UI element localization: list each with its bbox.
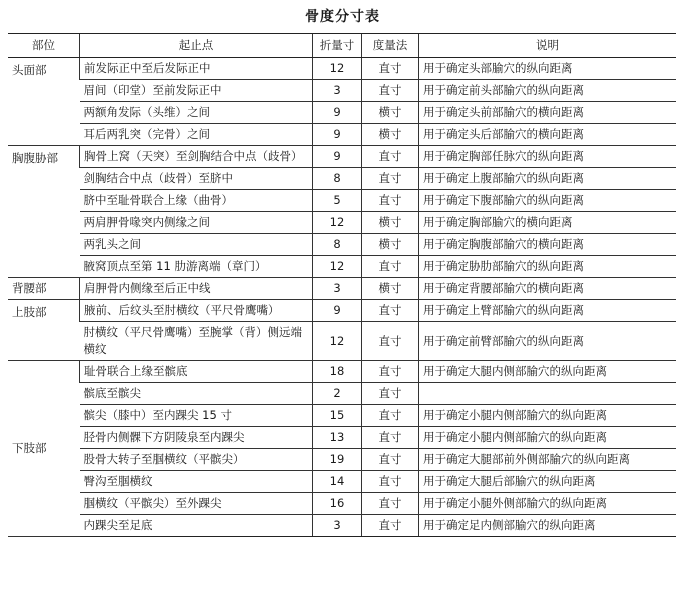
num-cell: 16 <box>313 493 362 515</box>
desc-cell: 用于确定上臂部腧穴的纵向距离 <box>419 300 677 322</box>
range-cell: 内踝尖至足底 <box>80 515 313 537</box>
table-row <box>8 278 676 300</box>
method-cell: 直寸 <box>362 361 419 383</box>
num-cell: 3 <box>313 278 362 300</box>
range-cell: 腘横纹（平髌尖）至外踝尖 <box>80 493 313 515</box>
method-cell: 直寸 <box>362 493 419 515</box>
table-row <box>8 322 676 361</box>
table-row <box>8 58 676 80</box>
header-range: 起止点 <box>80 34 313 58</box>
method-cell: 直寸 <box>362 300 419 322</box>
method-cell: 直寸 <box>362 168 419 190</box>
method-cell: 直寸 <box>362 58 419 80</box>
header-desc: 说明 <box>419 34 677 58</box>
method-cell: 横寸 <box>362 124 419 146</box>
num-cell: 5 <box>313 190 362 212</box>
range-cell: 耻骨联合上缘至髌底 <box>80 361 313 383</box>
method-cell: 直寸 <box>362 405 419 427</box>
method-cell: 直寸 <box>362 383 419 405</box>
desc-cell: 用于确定大腿后部腧穴的纵向距离 <box>419 471 677 493</box>
method-cell: 直寸 <box>362 449 419 471</box>
range-cell: 肩胛骨内侧缘至后正中线 <box>80 278 313 300</box>
num-cell: 3 <box>313 80 362 102</box>
table-row <box>8 124 676 146</box>
range-cell: 臀沟至腘横纹 <box>80 471 313 493</box>
range-cell: 前发际正中至后发际正中 <box>80 58 313 80</box>
range-cell: 两额角发际（头维）之间 <box>80 102 313 124</box>
method-cell: 直寸 <box>362 80 419 102</box>
method-cell: 直寸 <box>362 471 419 493</box>
num-cell: 12 <box>313 58 362 80</box>
table-row <box>8 212 676 234</box>
table-row <box>8 146 676 168</box>
num-cell: 13 <box>313 427 362 449</box>
desc-cell: 用于确定小腿外侧部腧穴的纵向距离 <box>419 493 677 515</box>
range-cell: 眉间（印堂）至前发际正中 <box>80 80 313 102</box>
part-cell: 背腰部 <box>8 278 80 300</box>
table-row <box>8 515 676 537</box>
desc-cell <box>419 383 677 405</box>
desc-cell: 用于确定头部腧穴的纵向距离 <box>419 58 677 80</box>
num-cell: 12 <box>313 322 362 361</box>
method-cell: 直寸 <box>362 190 419 212</box>
desc-cell: 用于确定胸部任脉穴的纵向距离 <box>419 146 677 168</box>
method-cell: 直寸 <box>362 322 419 361</box>
method-cell: 直寸 <box>362 427 419 449</box>
method-cell: 横寸 <box>362 102 419 124</box>
num-cell: 3 <box>313 515 362 537</box>
header-part: 部位 <box>8 34 80 58</box>
range-cell: 髌尖（膝中）至内踝尖 15 寸 <box>80 405 313 427</box>
method-cell: 直寸 <box>362 146 419 168</box>
part-cell: 胸腹胁部 <box>8 146 80 278</box>
num-cell: 12 <box>313 212 362 234</box>
range-cell: 耳后两乳突（完骨）之间 <box>80 124 313 146</box>
num-cell: 9 <box>313 124 362 146</box>
range-cell: 脐中至耻骨联合上缘（曲骨） <box>80 190 313 212</box>
table-row <box>8 102 676 124</box>
num-cell: 15 <box>313 405 362 427</box>
num-cell: 9 <box>313 300 362 322</box>
desc-cell: 用于确定胸部腧穴的横向距离 <box>419 212 677 234</box>
header-row <box>8 34 676 58</box>
num-cell: 8 <box>313 168 362 190</box>
table-row <box>8 427 676 449</box>
range-cell: 胫骨内侧髁下方阴陵泉至内踝尖 <box>80 427 313 449</box>
num-cell: 14 <box>313 471 362 493</box>
desc-cell: 用于确定前头部腧穴的纵向距离 <box>419 80 677 102</box>
desc-cell: 用于确定头前部腧穴的横向距离 <box>419 102 677 124</box>
desc-cell: 用于确定头后部腧穴的横向距离 <box>419 124 677 146</box>
num-cell: 19 <box>313 449 362 471</box>
range-cell: 股骨大转子至腘横纹（平髌尖） <box>80 449 313 471</box>
table-row <box>8 471 676 493</box>
table-row <box>8 168 676 190</box>
range-cell: 肘横纹（平尺骨鹰嘴）至腕掌（背）侧远端横纹 <box>80 322 313 361</box>
table-title: 骨度分寸表 <box>305 9 380 25</box>
desc-cell: 用于确定背腰部腧穴的横向距离 <box>419 278 677 300</box>
part-cell: 头面部 <box>8 58 80 146</box>
num-cell: 9 <box>313 146 362 168</box>
part-cell: 上肢部 <box>8 300 80 361</box>
desc-cell: 用于确定前臂部腧穴的纵向距离 <box>419 322 677 361</box>
num-cell: 2 <box>313 383 362 405</box>
desc-cell: 用于确定大腿内侧部腧穴的纵向距离 <box>419 361 677 383</box>
range-cell: 腋前、后纹头至肘横纹（平尺骨鹰嘴） <box>80 300 313 322</box>
header-num: 折量寸 <box>313 34 362 58</box>
desc-cell: 用于确定下腹部腧穴的纵向距离 <box>419 190 677 212</box>
table-row <box>8 234 676 256</box>
method-cell: 直寸 <box>362 256 419 278</box>
method-cell: 横寸 <box>362 212 419 234</box>
num-cell: 9 <box>313 102 362 124</box>
header-method: 度量法 <box>362 34 419 58</box>
method-cell: 横寸 <box>362 234 419 256</box>
range-cell: 胸骨上窝（天突）至剑胸结合中点（歧骨） <box>80 146 313 168</box>
table-row <box>8 449 676 471</box>
desc-cell: 用于确定小腿内侧部腧穴的纵向距离 <box>419 427 677 449</box>
bone-proportional-table <box>8 33 676 537</box>
method-cell: 直寸 <box>362 515 419 537</box>
table-row <box>8 80 676 102</box>
range-cell: 两肩胛骨喙突内侧缘之间 <box>80 212 313 234</box>
table-row <box>8 493 676 515</box>
range-cell: 剑胸结合中点（歧骨）至脐中 <box>80 168 313 190</box>
method-cell: 横寸 <box>362 278 419 300</box>
table-row <box>8 300 676 322</box>
desc-cell: 用于确定小腿内侧部腧穴的纵向距离 <box>419 405 677 427</box>
part-cell: 下肢部 <box>8 361 80 537</box>
range-cell: 两乳头之间 <box>80 234 313 256</box>
range-cell: 髌底至髌尖 <box>80 383 313 405</box>
range-cell: 腋窝顶点至第 11 肋游离端（章门） <box>80 256 313 278</box>
desc-cell: 用于确定足内侧部腧穴的纵向距离 <box>419 515 677 537</box>
desc-cell: 用于确定胸腹部腧穴的横向距离 <box>419 234 677 256</box>
desc-cell: 用于确定上腹部腧穴的纵向距离 <box>419 168 677 190</box>
desc-cell: 用于确定胁肋部腧穴的纵向距离 <box>419 256 677 278</box>
num-cell: 8 <box>313 234 362 256</box>
num-cell: 18 <box>313 361 362 383</box>
num-cell: 12 <box>313 256 362 278</box>
table-row <box>8 361 676 383</box>
table-row <box>8 383 676 405</box>
table-row <box>8 256 676 278</box>
desc-cell: 用于确定大腿部前外侧部腧穴的纵向距离 <box>419 449 677 471</box>
table-row <box>8 405 676 427</box>
table-row <box>8 190 676 212</box>
